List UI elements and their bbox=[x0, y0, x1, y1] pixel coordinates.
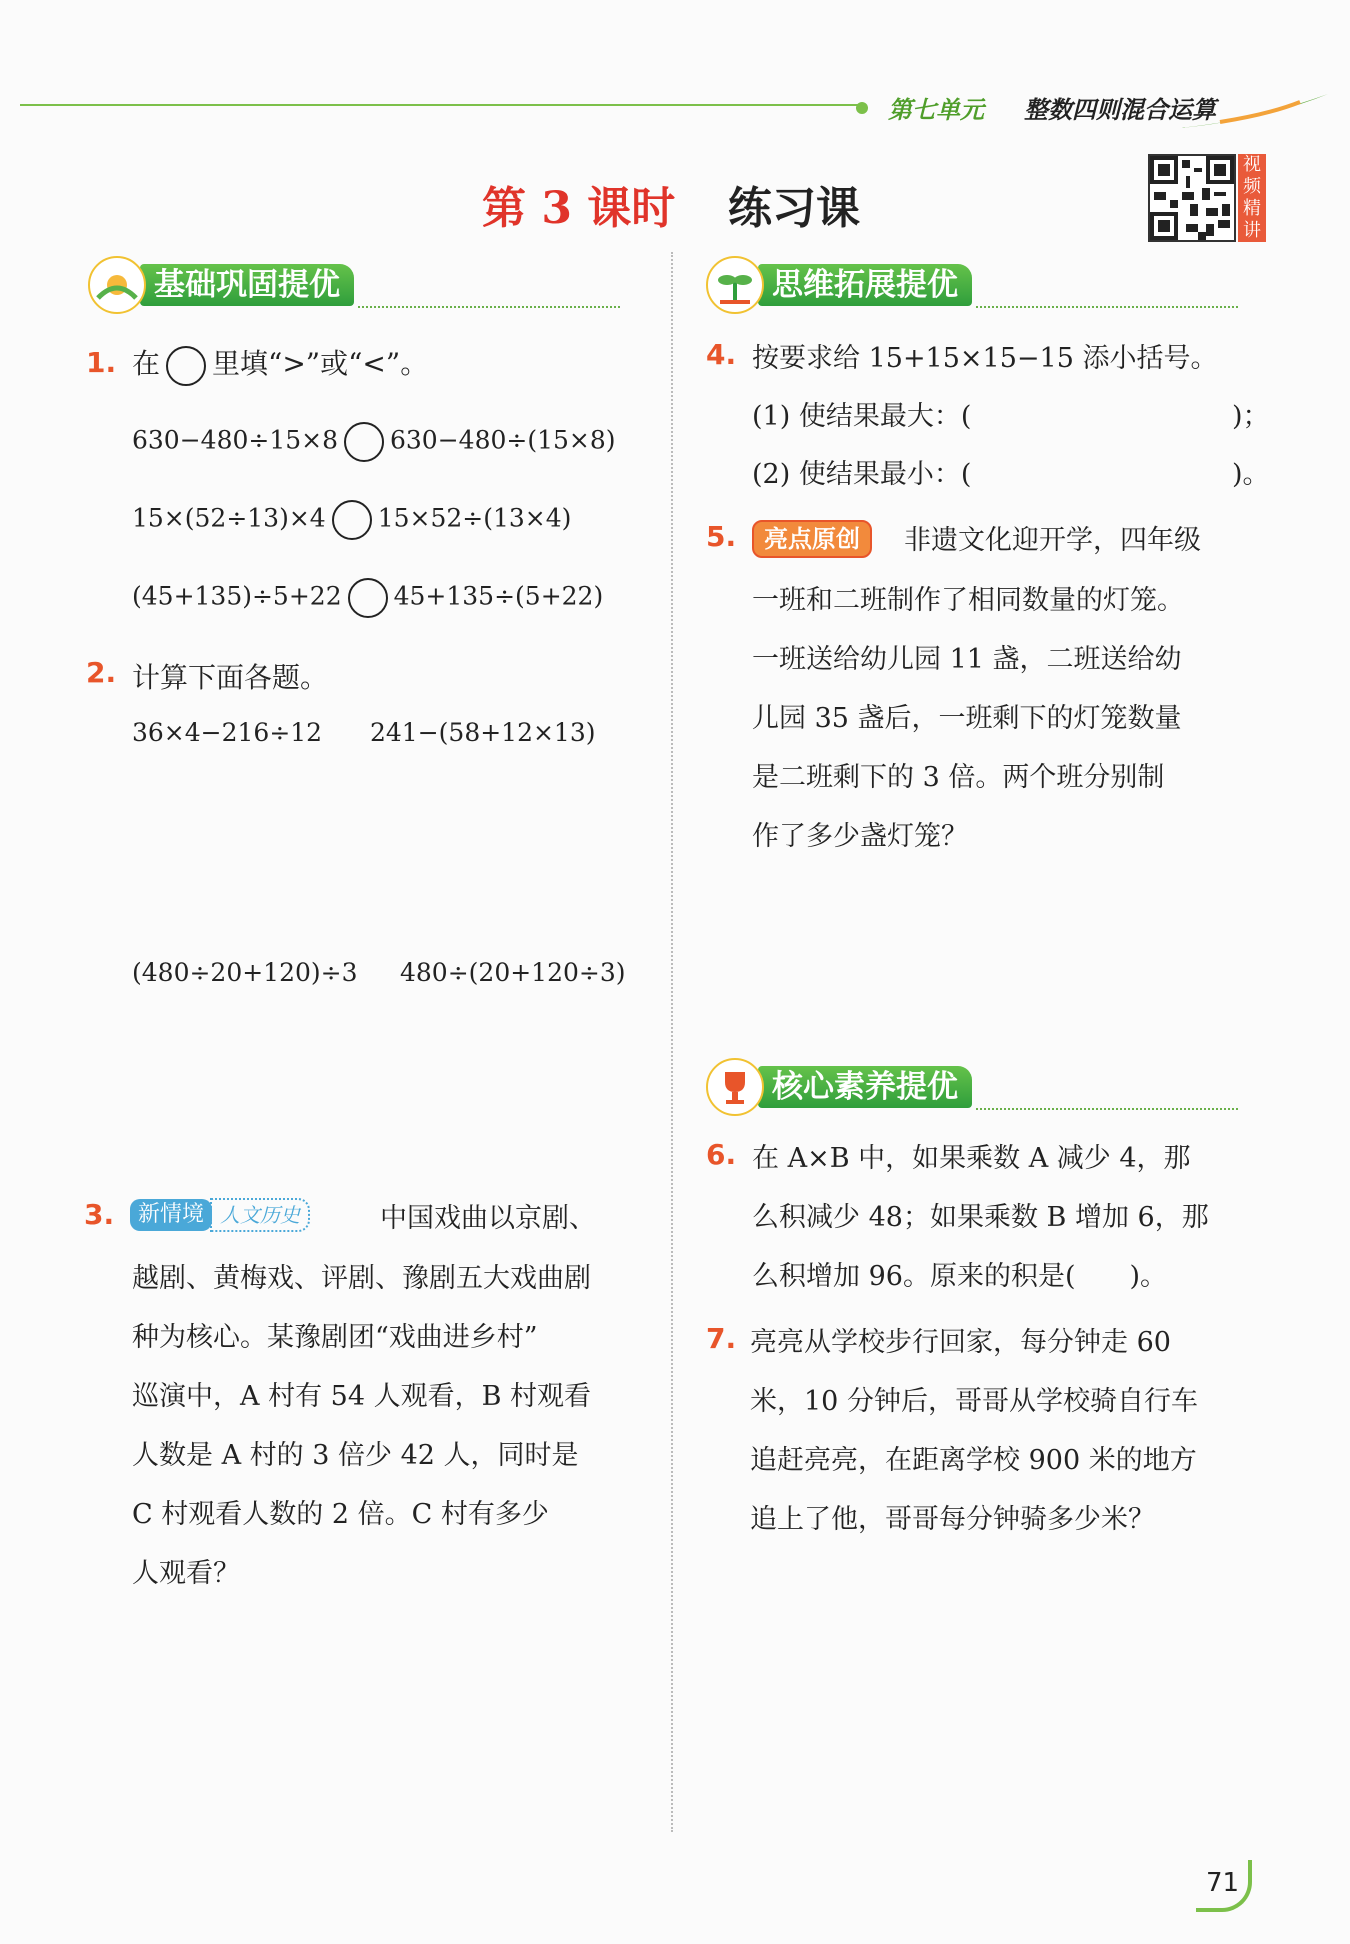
q2-prompt: 计算下面各题。 bbox=[132, 661, 329, 694]
video-lecture-label: 视频精讲 bbox=[1238, 154, 1266, 242]
q1-prompt-a: 在 bbox=[132, 347, 161, 380]
q1-right: 15×52÷(13×4) bbox=[377, 503, 572, 533]
q5-line: 非遗文化迎开学，四年级 bbox=[904, 525, 1201, 556]
question-number: 5. bbox=[706, 520, 737, 553]
column-divider bbox=[671, 252, 673, 1832]
q5-tag-wrap bbox=[752, 520, 872, 558]
qr-code-icon[interactable] bbox=[1148, 154, 1236, 242]
section-rule bbox=[976, 1108, 1238, 1110]
section-header-thinking bbox=[706, 256, 1266, 314]
section-title-core: 核心素养提优 bbox=[758, 1066, 972, 1108]
q5-line: 作了多少盏灯笼？ bbox=[752, 821, 968, 852]
answer-circle bbox=[166, 346, 206, 386]
unit-label: 第七单元 bbox=[888, 96, 984, 124]
new-context-tag: 新情境 bbox=[130, 1199, 212, 1231]
q3-line: 种为核心。某豫剧团“戏曲进乡村” bbox=[132, 1322, 538, 1353]
q4-part2-end: )。 bbox=[1232, 459, 1270, 490]
q3-line: 人观看？ bbox=[132, 1558, 240, 1589]
original-highlight-tag: 亮点原创 bbox=[752, 520, 872, 558]
q1-left: 630−480÷15×8 bbox=[132, 425, 338, 455]
trophy-icon bbox=[706, 1058, 764, 1116]
q1-prompt bbox=[132, 342, 428, 386]
q7-line: 追赶亮亮，在距离学校 900 米的地方 bbox=[750, 1445, 1197, 1476]
q4-part1-end: )； bbox=[1232, 401, 1270, 432]
question-number: 3. bbox=[84, 1198, 115, 1231]
section-rule bbox=[358, 306, 620, 308]
page-number: 71 bbox=[1206, 1868, 1240, 1898]
q4-prompt: 按要求给 15+15×15−15 添小括号。 bbox=[752, 343, 1218, 374]
page-title: 练习课 bbox=[728, 183, 860, 234]
header-rule bbox=[20, 104, 860, 106]
q6-line: 么积减少 48；如果乘数 B 增加 6，那 bbox=[752, 1202, 1209, 1233]
q3-tags bbox=[130, 1198, 310, 1232]
q2-expression: 36×4−216÷12 bbox=[132, 718, 323, 747]
q4-part1: (1) 使结果最大：( bbox=[752, 401, 972, 432]
question-number: 7. bbox=[706, 1322, 737, 1355]
q1-row bbox=[132, 500, 571, 540]
section-title-basic: 基础巩固提优 bbox=[140, 264, 354, 306]
q2-expression: 480÷(20+120÷3) bbox=[400, 958, 626, 987]
section-title-thinking: 思维拓展提优 bbox=[758, 264, 972, 306]
question-number: 1. bbox=[86, 346, 117, 379]
sprout-icon bbox=[706, 256, 764, 314]
q7-line: 亮亮从学校步行回家，每分钟走 60 bbox=[750, 1327, 1171, 1358]
section-rule bbox=[976, 306, 1238, 308]
question-number: 6. bbox=[706, 1138, 737, 1171]
question-number: 4. bbox=[706, 338, 737, 371]
humanities-tag: 人文历史 bbox=[210, 1198, 310, 1232]
q1-left: (45+135)÷5+22 bbox=[132, 581, 342, 611]
swoosh-icon bbox=[1180, 92, 1330, 132]
q5-line: 一班和二班制作了相同数量的灯笼。 bbox=[752, 585, 1184, 616]
question-number: 2. bbox=[86, 656, 117, 689]
q5-line: 是二班剩下的 3 倍。两个班分别制 bbox=[752, 762, 1165, 793]
answer-circle[interactable] bbox=[332, 500, 372, 540]
chapter-label: 整数四则混合运算 bbox=[1024, 96, 1216, 124]
q7-line: 米，10 分钟后，哥哥从学校骑自行车 bbox=[750, 1386, 1198, 1417]
q1-left: 15×(52÷13)×4 bbox=[132, 503, 326, 533]
q1-right: 630−480÷(15×8) bbox=[390, 425, 616, 455]
answer-circle[interactable] bbox=[348, 578, 388, 618]
q3-line: 中国戏曲以京剧、 bbox=[380, 1203, 596, 1234]
flower-icon bbox=[88, 256, 146, 314]
q1-prompt-b: 里填“>”或“<”。 bbox=[212, 347, 429, 380]
lesson-number: 第 3 课时 bbox=[482, 183, 676, 234]
section-header-core bbox=[706, 1058, 1266, 1116]
q2-expression: (480÷20+120)÷3 bbox=[132, 958, 358, 987]
q6-line: 在 A×B 中，如果乘数 A 减少 4，那 bbox=[752, 1143, 1191, 1174]
q3-line: 越剧、黄梅戏、评剧、豫剧五大戏曲剧 bbox=[132, 1263, 591, 1294]
q1-row bbox=[132, 422, 616, 462]
q3-line: C 村观看人数的 2 倍。C 村有多少 bbox=[132, 1499, 549, 1530]
q1-row bbox=[132, 578, 603, 618]
leaf-icon bbox=[856, 102, 868, 114]
section-header-basic bbox=[88, 256, 648, 314]
q7-line: 追上了他，哥哥每分钟骑多少米？ bbox=[750, 1504, 1155, 1535]
q1-right: 45+135÷(5+22) bbox=[393, 581, 604, 611]
q6-line: 么积增加 96。原来的积是( )。 bbox=[752, 1261, 1168, 1292]
q3-line: 人数是 A 村的 3 倍少 42 人，同时是 bbox=[132, 1440, 579, 1471]
q5-line: 儿园 35 盏后，一班剩下的灯笼数量 bbox=[752, 703, 1182, 734]
answer-circle[interactable] bbox=[344, 422, 384, 462]
q4-part2: (2) 使结果最小：( bbox=[752, 459, 972, 490]
q5-line: 一班送给幼儿园 11 盏，二班送给幼 bbox=[752, 644, 1182, 675]
q2-expression: 241−(58+12×13) bbox=[370, 718, 596, 747]
q3-line: 巡演中，A 村有 54 人观看，B 村观看 bbox=[132, 1381, 592, 1412]
